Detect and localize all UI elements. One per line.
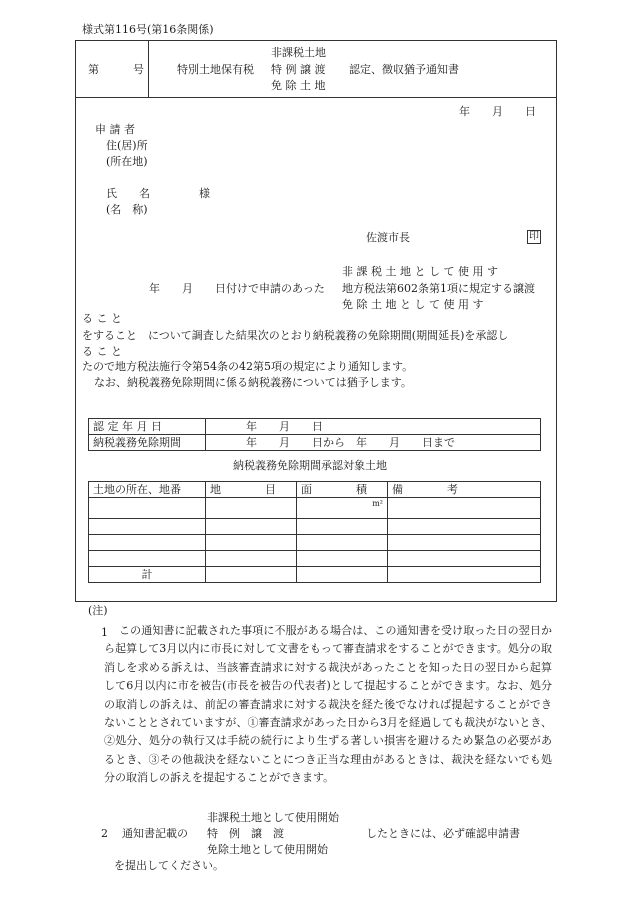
body-line-2: をすること について調査した結果次のとおり納税義務の免除期間(期間延長)を承認し [82, 329, 509, 342]
honorific: 様 [199, 187, 210, 200]
notes-heading: (注) [88, 604, 108, 617]
table-row [89, 567, 541, 583]
body-option-transfer: 地方税法第602条第1項に規定する譲渡 [342, 282, 535, 295]
exemption-period-label: 納税義務免除期間 [89, 435, 206, 451]
note-2-option-exemption-land: 免除土地として使用開始 [207, 843, 328, 856]
period-table [88, 418, 541, 451]
note-1-number: 1 [101, 626, 108, 639]
name-label: 氏 名 [106, 187, 150, 200]
body-application-date: 年 月 日付けで申請のあった [149, 282, 325, 295]
note-2-option-exempt: 非課税土地として使用開始 [207, 811, 339, 824]
col-land-category: 地 目 [206, 482, 297, 498]
table-row [89, 498, 541, 519]
title-option-exemption-land: 免 除 土 地 [271, 79, 326, 92]
col-location: 土地の所在、地番 [89, 482, 206, 498]
title-option-special-transfer: 特 例 譲 渡 [271, 63, 326, 76]
note-1-text: この通知書に記載された事項に不服がある場合は、この通知書を受け取った日の翌日から起算して3月以内に市長に対して文書をもって審査請求をすることができます。処分の取消しを求める訴えは、当該審査請求に対する裁決があったことを知った日の翌日から起算して6月以内に市を被告(市長を被告の代表者)として提起することができます。なお、処分の取消しの訴えは、前記の審査請求に対する裁決を経た後でなければ提起することができないこととされていますが、①審査請求があった日から3月を経過しても裁決がないとき、②処分、処分の執行又は手続の続行により生ずる著しい損害を避けるため緊急の必要があるとき、③その他裁決を経ないことにつき正当な理由があるときは、裁決を経ないでも処分の取消しの訴えを提起することができます。 [104, 624, 552, 785]
document-title: 認定、徴収猶予通知書 [349, 63, 459, 76]
tax-name: 特別土地保有税 [177, 63, 254, 76]
body-option-exemption-land: 免 除 土 地 と し て 使 用 す [342, 298, 484, 311]
body-koto-1: る こ と [82, 312, 122, 325]
header-divider [75, 97, 557, 98]
table-row [89, 551, 541, 567]
address-alt-label: (所在地) [106, 155, 148, 168]
table-row [89, 482, 541, 498]
body-koto-2: る こ と [82, 345, 122, 358]
approval-date-value: 年 月 日 [206, 419, 541, 435]
col-area: 面 積 [297, 482, 388, 498]
note-2-prefix: 通知書記載の [122, 827, 188, 840]
header-column-divider [148, 40, 149, 97]
title-option-exempt: 非課税土地 [271, 46, 326, 59]
issue-date: 年 月 日 [459, 105, 536, 118]
table-row [89, 419, 541, 435]
seal-mark: 印 [529, 231, 539, 242]
body-line-4: なお、納税義務免除期間に係る納税義務については猶予します。 [94, 376, 412, 389]
note-2-suffix: したときには、必ず確認申請書 [366, 827, 520, 840]
note-2-option-transfer: 特 例 譲 渡 [207, 827, 284, 840]
address-label: 住(居)所 [106, 139, 148, 152]
table-row [89, 535, 541, 551]
total-label: 計 [89, 567, 206, 583]
note-2-number: 2 [101, 827, 108, 840]
number-suffix: 号 [133, 63, 144, 76]
body-line-3: たので地方税法施行令第54条の42第5項の規定により通知します。 [82, 360, 414, 373]
exemption-period-value: 年 月 日から 年 月 日まで [206, 435, 541, 451]
applicant-heading: 申 請 者 [95, 123, 135, 136]
body-option-exempt: 非 課 税 土 地 と し て 使 用 す [342, 265, 498, 278]
land-table-title: 納税義務免除期間承認対象土地 [233, 459, 387, 472]
table-row [89, 519, 541, 535]
approval-date-label: 認 定 年 月 日 [89, 419, 206, 435]
col-remarks: 備 考 [388, 482, 541, 498]
table-row [89, 435, 541, 451]
number-prefix: 第 [88, 63, 99, 76]
issuer-name: 佐渡市長 [366, 231, 410, 244]
area-unit: m² [297, 498, 388, 519]
land-table [88, 481, 541, 583]
name-alt-label: (名 称) [106, 203, 148, 216]
form-number: 様式第116号(第16条関係) [82, 23, 214, 36]
note-2-end: を提出してください。 [114, 859, 224, 872]
